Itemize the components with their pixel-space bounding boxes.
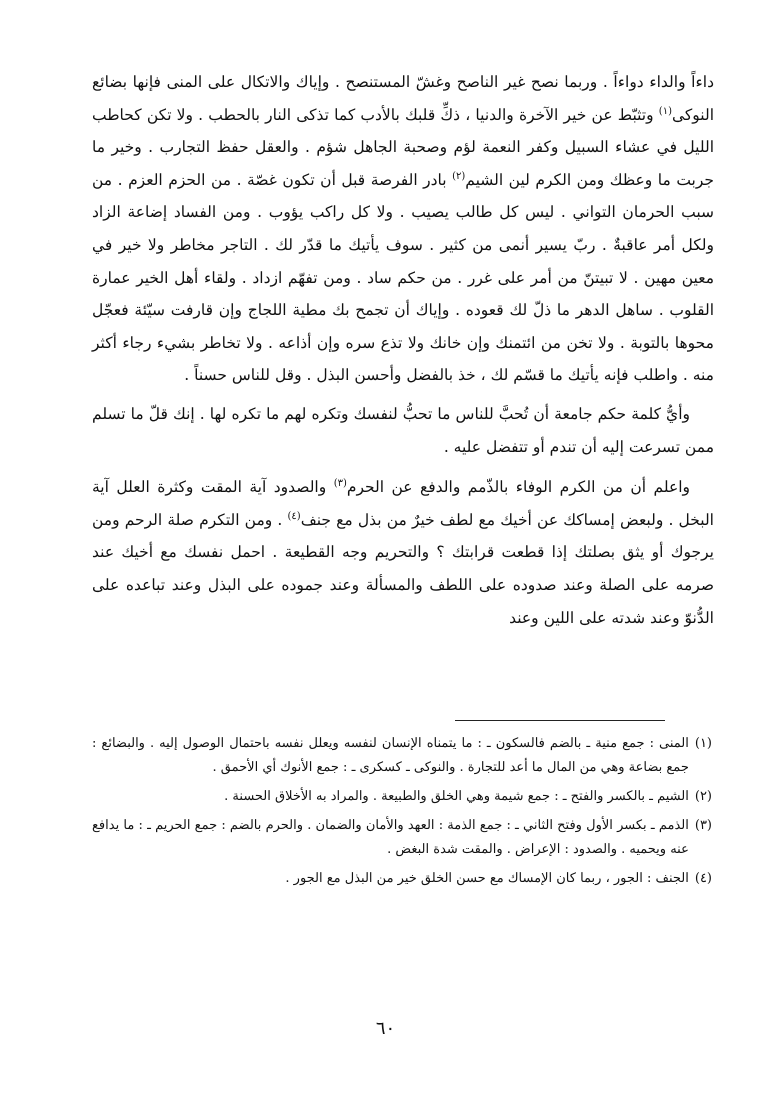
- paragraph-3: واعلم أن من الكرم الوفاء بالذّمم والدفع عن الحرم$^{(٣)}$ والصدود آية المقت وكثرة العلل آية البخل . ولبعض إمساكك عن أخيك مع لطف خيرٌ من بذل مع جنف$^{(٤)}$ . ومن التكرم صلة الرحم ومن يرجوك أو يثق بصلتك إذا قطعت قرابتك ؟ والتحريم وجه القطيعة . احمل نفسك مع أخيك عند صرمه على الصلة وعند صدوده على اللطف والمسألة وعند جموده على البذل وعند تباعده على الدُّنوّ وعند شدته على اللين وعند: [92, 477, 714, 627]
- footnote-text: الجنف : الجور ، ربما كان الإمساك مع حسن الخلق خير من البذل مع الجور .: [285, 871, 689, 886]
- footnote-number: (٣): [694, 818, 712, 833]
- footnote-4: [92, 867, 712, 891]
- footnote-1: [92, 732, 712, 780]
- paragraph-2: وأيُّ كلمة حكم جامعة أن تُحبَّ للناس ما تحبُّ لنفسك وتكره لهم ما تكره لها . إنك قلّ ما تسلم ممن تسرعت إليه أن تندم أو تتفضل عليه .: [92, 404, 714, 456]
- footnote-text: الشيم ـ بالكسر والفتح ـ : جمع شيمة وهي الخلق والطبيعة . والمراد به الأخلاق الحسنة .: [224, 789, 689, 804]
- page-number: ٦٠: [375, 1018, 396, 1039]
- footnote-number: (١): [694, 736, 712, 751]
- footnote-ref-1: (١): [658, 105, 672, 117]
- footnote-text: المنى : جمع منية ـ بالضم فالسكون ـ : ما يتمناه الإنسان لنفسه ويعلل نفسه باحتمال الوصول إليه . والبضائع : جمع بضاعة وهي من المال ما أعد للتجارة . والنوكى ـ كسكرى ـ : جمع الأنوك أي الأحمق .: [92, 736, 689, 775]
- footnote-ref-3: (٣): [333, 477, 347, 489]
- footnote-number: (٤): [694, 871, 712, 886]
- footnote-text: الذمم ـ بكسر الأول وفتح الثاني ـ : جمع الذمة : العهد والأمان والضمان . والحرم بالضم : جمع الحريم ـ : ما يدافع عنه ويحميه . والصدود : الإعراض . والمقت شدة البغض .: [92, 818, 689, 857]
- footnote-number: (٢): [694, 789, 712, 804]
- footnote-separator: [455, 720, 665, 721]
- main-text: [92, 66, 714, 634]
- paragraph-1: داءاً والداء دواءاً . وربما نصح غير الناصح وغشّ المستنصح . وإياك والاتكال على المنى فإنها بضائع النوكى$^{(١)}$ وتثبّط عن خير الآخرة والدنيا ، ذكِّ قلبك بالأدب كما تذكى النار بالحطب . ولا تكن كحاطب الليل في عشاء السبيل وكفر النعمة لؤم وصحبة الجاهل شؤم . والعقل حفظ التجارب . وخير ما جربت ما وعظك ومن الكرم لين الشيم$^{(٢)}$ بادر الفرصة قبل أن تكون غصّة . من الحزم العزم . من سبب الحرمان التواني . ليس كل طالب يصيب . ولا كل راكب يؤوب . ومن الفساد إضاعة الزاد ولكل أمر عاقبةٌ . ربّ يسير أنمى من كثير . سوف يأتيك ما قدّر لك . التاجر مخاطر ولا خير في معين مهين . لا تبيتنّ من أمر على غرر . من حكم ساد . ومن تفهّم ازداد . ولقاء أهل الخير عمارة القلوب . ساهل الدهر ما ذلّ لك قعوده . وإياك أن تجمح بك مطية اللجاج وإن قارفت سيّئة فعجّل محوها بالتوبة . ولا تخن من ائتمنك وإن خانك ولا تذع سره وإن أذاعه . ولا تخاطر بشيء رجاء أكثر منه . واطلب فإنه يأتيك ما قسّم لك ، خذ بالفضل وأحسن البذل . وقل للناس حسناً .: [92, 73, 714, 385]
- footnote-ref-2: (٢): [452, 170, 466, 182]
- footnote-ref-4: (٤): [287, 510, 301, 522]
- footnote-2: [92, 785, 712, 809]
- footnotes: [92, 732, 712, 896]
- footnote-3: [92, 814, 712, 862]
